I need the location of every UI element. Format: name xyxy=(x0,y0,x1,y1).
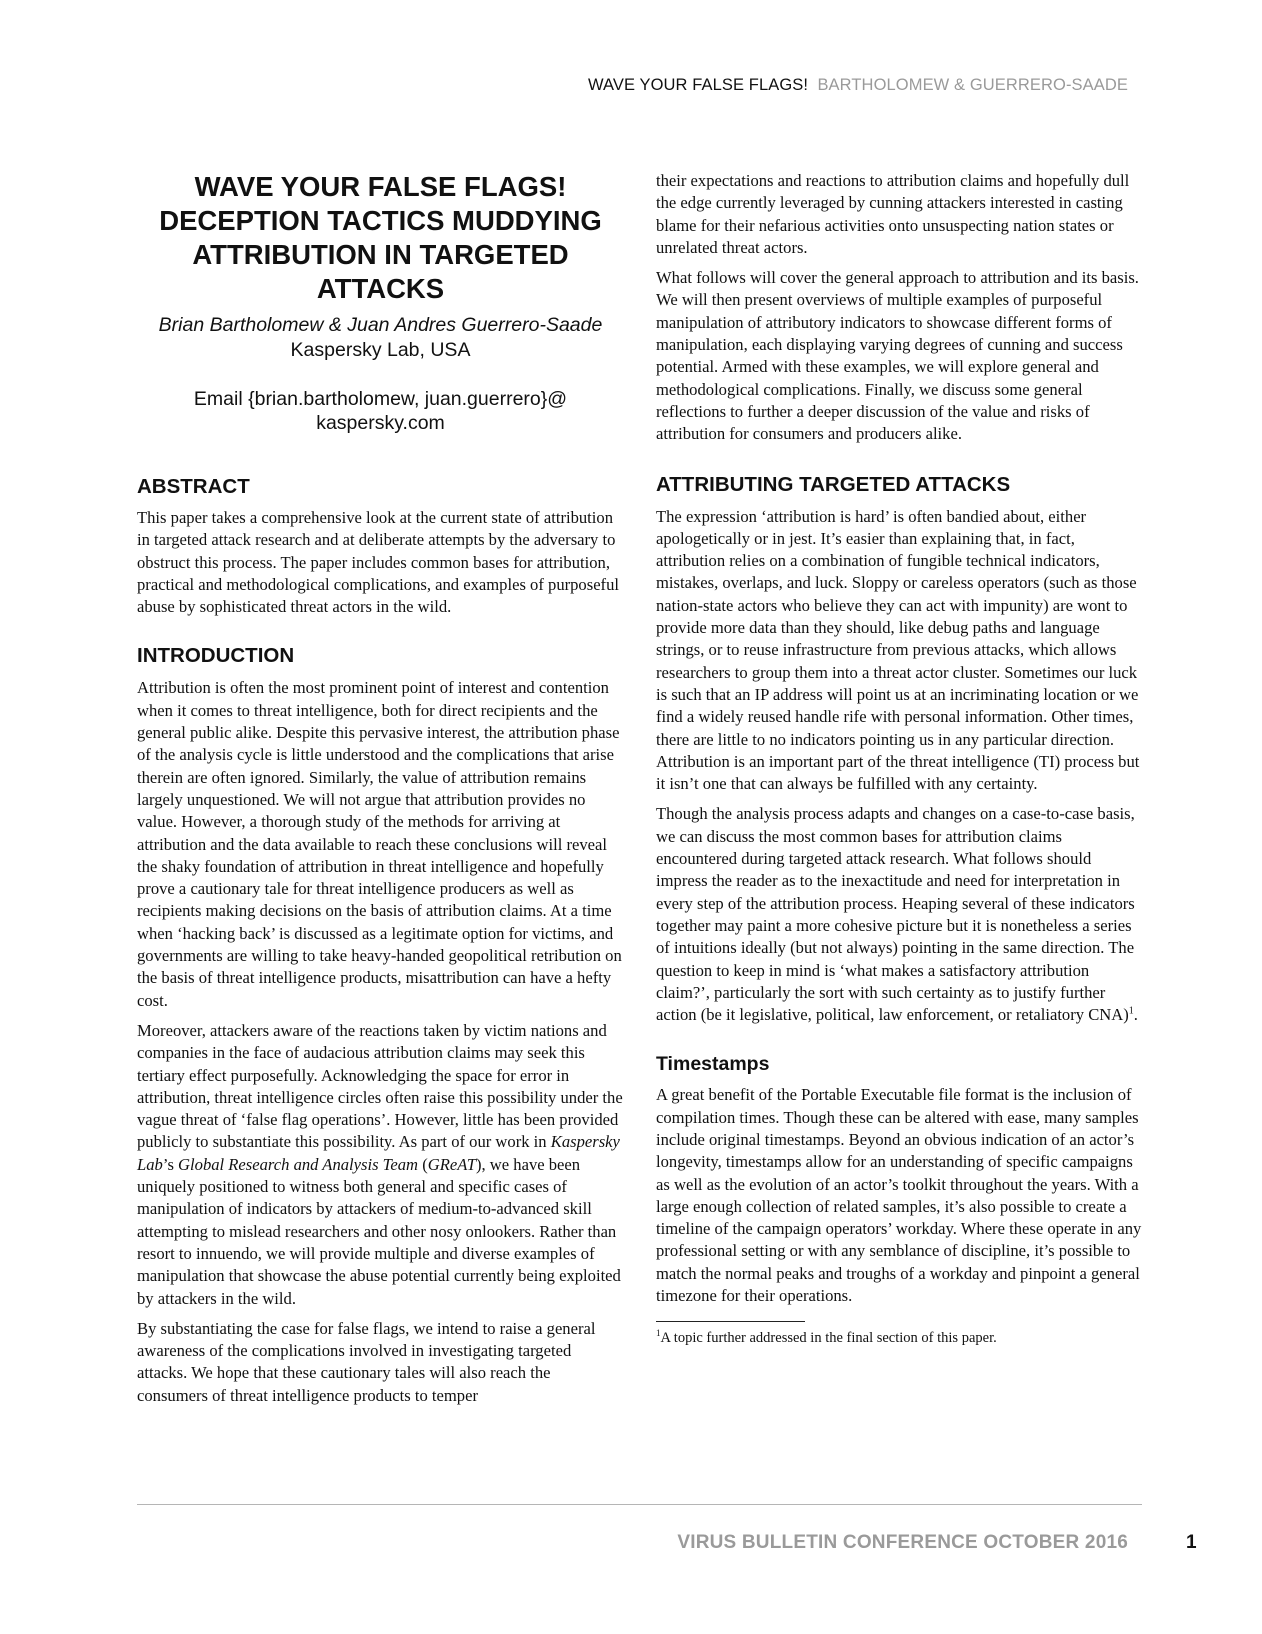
right-column xyxy=(656,170,1142,1348)
introduction-heading: INTRODUCTION xyxy=(137,644,295,668)
attributing-heading: ATTRIBUTING TARGETED ATTACKS xyxy=(656,472,1011,496)
text-run: Though the analysis process adapts and changes on a case-to-case basis, we can discuss the most common bases for attribution claims encountered during targeted attack research. What follows should impress the reader as to the inexactitude and need for interpretation in every step of the attribution process. Heaping several of these indicators together may paint a more cohesive picture but it is nonetheless a series of intuitions ideally (but not always) pointing in the same direction. The question to keep in mind is ‘what makes a satisfactory attribution claim?’, particularly the sort with such certainty as to justify further action (be it legislative, political, law enforcement, or retaliatory CNA) xyxy=(656,804,1135,1025)
footnote xyxy=(656,1328,1142,1348)
running-header-authors: BARTHOLOMEW & GUERRERO-SAADE xyxy=(817,76,1128,94)
introduction-paragraph: What follows will cover the general approach to attribution and its basis. We will then present overviews of multiple examples of purposeful manipulation of attributory indicators to showcase different forms of manipulation, each displaying varying degrees of cunning and success potential. Armed with these examples, we will explore general and methodological complications. Finally, we discuss some general reflections to further a deeper discussion of the value and risks of attribution for consumers and producers alike. xyxy=(656,268,1139,444)
email-line: kaspersky.com xyxy=(316,412,445,434)
title-line: ATTRIBUTION IN TARGETED xyxy=(192,239,569,270)
email-address xyxy=(137,387,624,435)
page-number: 1 xyxy=(1186,1532,1197,1553)
footnote-divider xyxy=(656,1321,805,1322)
paper-title xyxy=(137,170,624,306)
text-run: Moreover, attackers aware of the reactions taken by victim nations and companies in the face of audacious attribution claims may seek this tertiary effect purposefully. Acknowledging the space for error in attribution, threat intelligence circles often raise this possibility under the vague threat of ‘false flag operations’. However, little has been provided publicly to substantiate this possibility. As part of our work in xyxy=(137,1020,623,1152)
text-run: ), we have been uniquely positioned to witness both general and specific cases of manipulation of indicators by attackers of medium-to-advanced skill attempting to mislead researchers and other nosy onlookers. Rather than resort to innuendo, we will provide multiple and diverse examples of manipulation that showcase the abuse potential currently being exploited by attackers in the wild. xyxy=(137,1154,621,1308)
running-header xyxy=(588,76,1128,95)
abstract-text: This paper takes a comprehensive look at the current state of attribution in targeted attack research and at deliberate attempts by the adversary to obstruct this process. The paper includes common bases for attribution, practical and methodological complications, and examples of purposeful abuse by sophisticated threat actors in the wild. xyxy=(137,508,619,617)
email-line: Email {brian.bartholomew, juan.guerrero}@ xyxy=(193,388,568,410)
left-column xyxy=(137,170,624,1407)
timestamps-heading: Timestamps xyxy=(656,1053,770,1076)
title-line: ATTACKS xyxy=(316,273,445,304)
great-team-name: Global Research and Analysis Team xyxy=(178,1154,419,1174)
kaspersky-lab-name: Kaspersky Lab xyxy=(137,1132,620,1174)
introduction-paragraph: Attribution is often the most prominent point of interest and contention when it comes to threat intelligence, both for direct recipients and the general public alike. Despite this pervasive interest, the attribution phase of the analysis cycle is little understood and the complications that arise therein are often ignored. Similarly, the value of attribution remains largely unquestioned. We will not argue that attribution provides no value. However, a thorough study of the methods for arriving at attribution and the data available to reach these conclusions will reveal the shaky foundation of attribution in threat intelligence and hopefully prove a cautionary tale for threat intelligence producers as well as recipients making decisions on the basis of attribution claims. At a time when ‘hacking back’ is discussed as a legitimate option for victims, and governments are willing to take heavy-handed geopolitical retribution on the basis of threat intelligence products, misattribution can have a hefty cost. xyxy=(137,678,622,1010)
footer-divider xyxy=(137,1504,1142,1505)
abstract-heading: ABSTRACT xyxy=(137,475,250,498)
attributing-paragraph: The expression ‘attribution is hard’ is often bandied about, either apologetically or in jest. It’s easier than explaining that, in fact, attribution relies on a combination of fungible technical indicators, mistakes, overlaps, and luck. Sloppy or careless operators (such as those nation-state actors who believe they can act with impunity) are wont to provide more data than they should, like debug paths and language strings, or to reuse infrastructure from previous attacks, which allows researchers to group them into a threat actor cluster. Sometimes our luck is such that an IP address will point us at an incriminating location or we find a widely reused handle rife with personal information. Other times, there are little to no indicators pointing us in any particular direction. Attribution is an important part of the threat intelligence (TI) process but it isn’t one that can always be fulfilled with any certainty. xyxy=(656,506,1140,794)
attributing-paragraph xyxy=(656,803,1142,1026)
introduction-paragraph-continued: their expectations and reactions to attribution claims and hopefully dull the edge currently leveraged by cunning attackers interested in casting blame for their nefarious activities onto unsuspecting nation states or unrelated threat actors. xyxy=(656,171,1130,257)
footnote-reference[interactable]: 1 xyxy=(1128,1005,1134,1017)
introduction-paragraph: By substantiating the case for false flags, we intend to raise a general awareness of the complications involved in investigating targeted attacks. We hope that these cautionary tales will also reach the consumers of threat intelligence products to temper xyxy=(137,1318,596,1405)
title-line: DECEPTION TACTICS MUDDYING xyxy=(159,205,602,236)
text-run: ’s xyxy=(162,1154,179,1174)
great-abbreviation: GReAT xyxy=(427,1154,476,1174)
footnote-text: A topic further addressed in the final section of this paper. xyxy=(660,1330,997,1347)
introduction-paragraph xyxy=(137,1020,624,1310)
title-line: WAVE YOUR FALSE FLAGS! xyxy=(194,171,567,202)
footnote-mark: 1 xyxy=(656,1328,661,1339)
timestamps-paragraph: A great benefit of the Portable Executable file format is the inclusion of compilation times. Though these can be altered with ease, many samples include original timestamps. Beyond an obvious indication of an actor’s longevity, timestamps allow for an understanding of specific campaigns as well as the evolution of an actor’s toolkit throughout the years. With a large enough collection of related samples, it’s also possible to create a timeline of the campaign operators’ workday. Where these operate in any professional setting or with any semblance of discipline, it’s possible to match the normal peaks and troughs of a workday and pinpoint a general timezone for their operations. xyxy=(656,1085,1142,1306)
text-run: . xyxy=(1133,1005,1138,1025)
text-run: ( xyxy=(418,1154,428,1174)
running-header-title: WAVE YOUR FALSE FLAGS! xyxy=(587,76,809,94)
conference-footer: VIRUS BULLETIN CONFERENCE OCTOBER 2016 xyxy=(677,1532,1128,1553)
affiliation: Kaspersky Lab, USA xyxy=(290,339,471,361)
author-names: Brian Bartholomew & Juan Andres Guerrero-Saade xyxy=(158,314,603,336)
